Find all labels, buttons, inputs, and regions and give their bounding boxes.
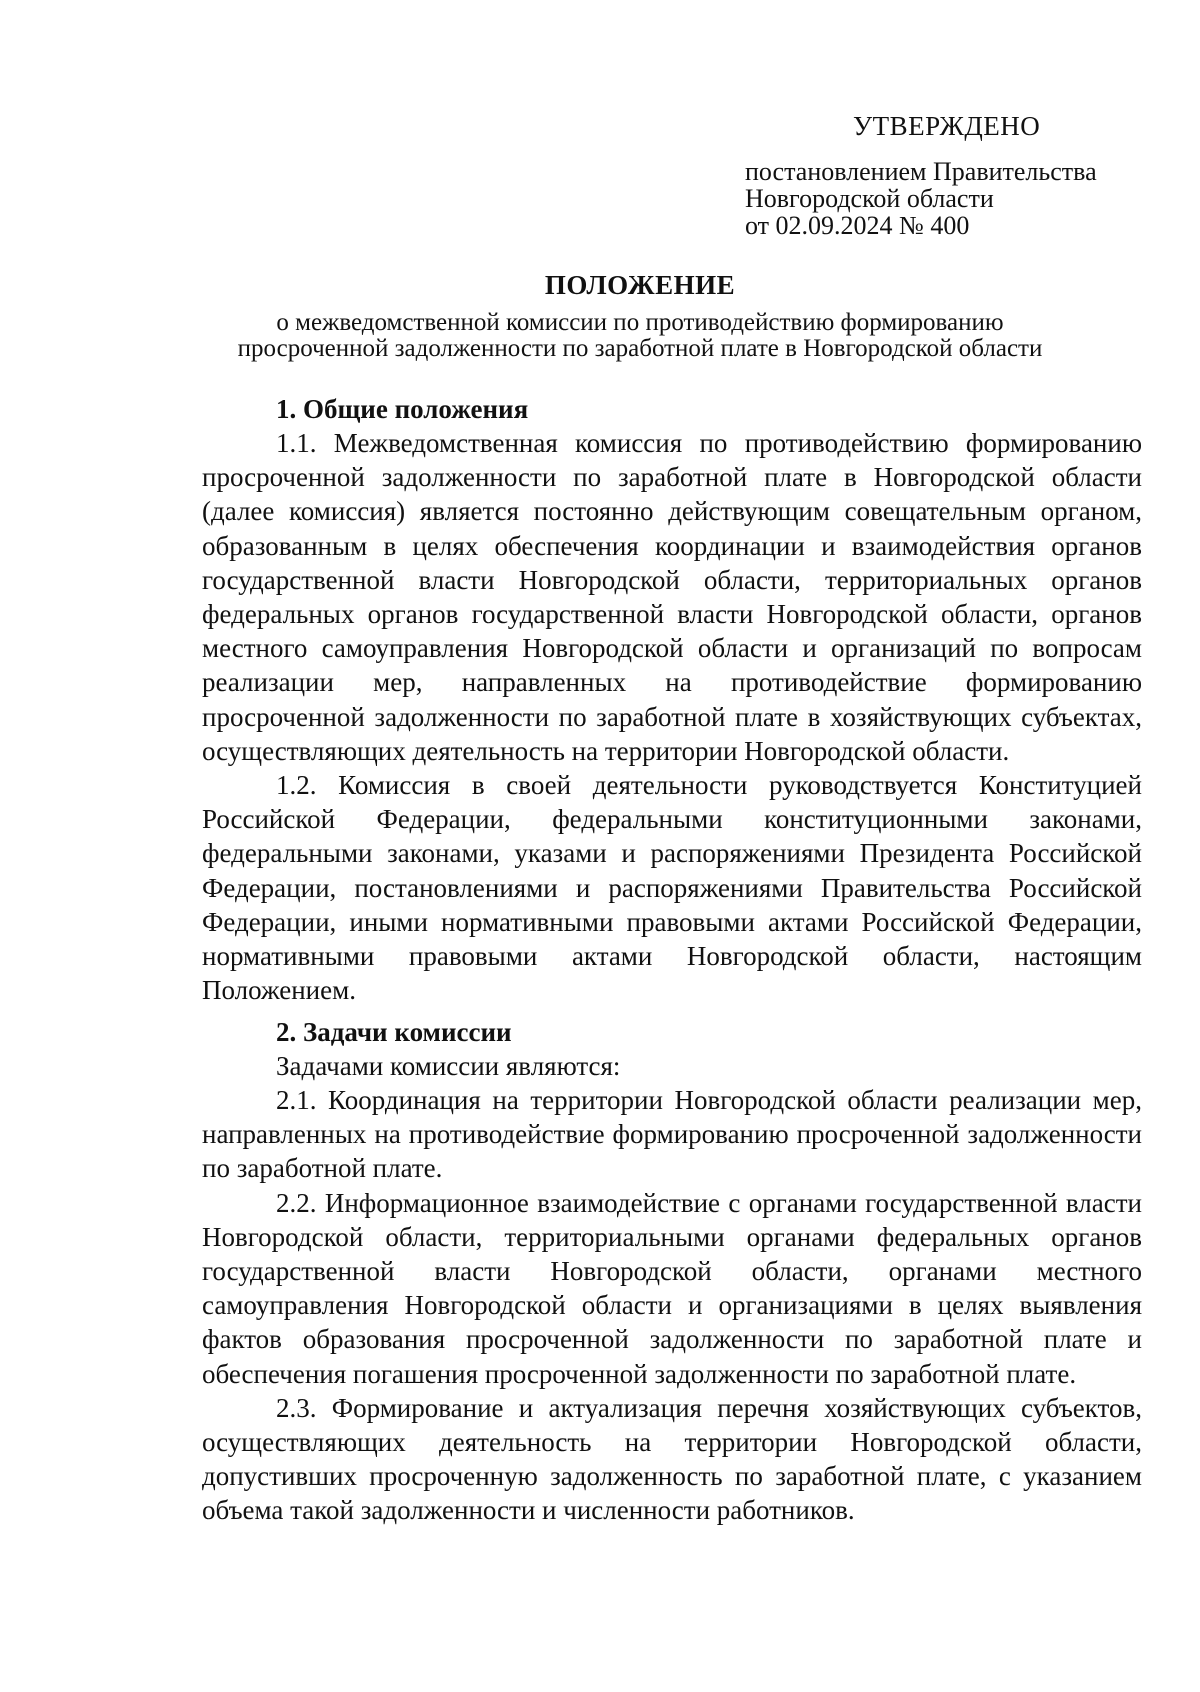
document-subtitle-line-1: о межведомственной комиссии по противодействию формированию xyxy=(276,309,1004,336)
paragraph-2-3: 2.3. Формирование и актуализация перечня хозяйствующих субъектов, осуществляющих деятельность на территории Новгородской области, допустивших просроченную задолженность по заработной плате, с указанием объема такой задолженности и численности работников. xyxy=(202,1392,1142,1526)
section-1-heading: 1. Общие положения xyxy=(276,394,529,424)
paragraph-2-2: 2.2. Информационное взаимодействие с органами государственной власти Новгородской области, территориальными органами федеральных органов государственной власти Новгородской области, органами местного самоуправления Новгородской области и организациями в целях выявления фактов образования просроченной задолженности по заработной плате и обеспечения погашения просроченной задолженности по заработной плате. xyxy=(202,1187,1142,1389)
document-subtitle-line-2: просроченной задолженности по заработной плате в Новгородской области xyxy=(237,335,1043,362)
section-general-provisions xyxy=(202,392,1142,1007)
paragraph-1-1: 1.1. Межведомственная комиссия по противодействию формированию просроченной задолженности по заработной плате в Новгородской области (далее комиссия) является постоянно действующим совещательным органом, образованным в целях обеспечения координации и взаимодействия органов государственной власти Новгородской области, территориальных органов федеральных органов государственной власти Новгородской области, органов местного самоуправления Новгородской области и организаций по вопросам реализации мер, направленных на противодействие формированию просроченной задолженности по заработной плате в хозяйствующих субъектах, осуществляющих деятельность на территории Новгородской области. xyxy=(202,428,1142,766)
document-title-block xyxy=(190,268,1090,362)
section-2-heading: 2. Задачи комиссии xyxy=(276,1017,512,1047)
approval-line-3: от 02.09.2024 № 400 xyxy=(745,211,970,240)
approval-heading: УТВЕРЖДЕНО xyxy=(853,111,1041,141)
approval-line-2: Новгородской области xyxy=(745,184,994,213)
approval-stamp xyxy=(745,108,1165,239)
paragraph-1-2: 1.2. Комиссия в своей деятельности руководствуется Конституцией Российской Федерации, федеральными конституционными законами, федеральными законами, указами и распоряжениями Президента Российской Федерации, постановлениями и распоряжениями Правительства Российской Федерации, иными нормативными правовыми актами Российской Федерации, нормативными правовыми актами Новгородской области, настоящим Положением. xyxy=(202,770,1142,1006)
section-2-intro: Задачами комиссии являются: xyxy=(276,1051,621,1081)
approval-line-1: постановлением Правительства xyxy=(745,157,1097,186)
paragraph-2-1: 2.1. Координация на территории Новгородской области реализации мер, направленных на противодействие формированию просроченной задолженности по заработной плате. xyxy=(202,1085,1142,1184)
section-commission-tasks xyxy=(202,1015,1142,1528)
document-title: ПОЛОЖЕНИЕ xyxy=(544,270,736,300)
